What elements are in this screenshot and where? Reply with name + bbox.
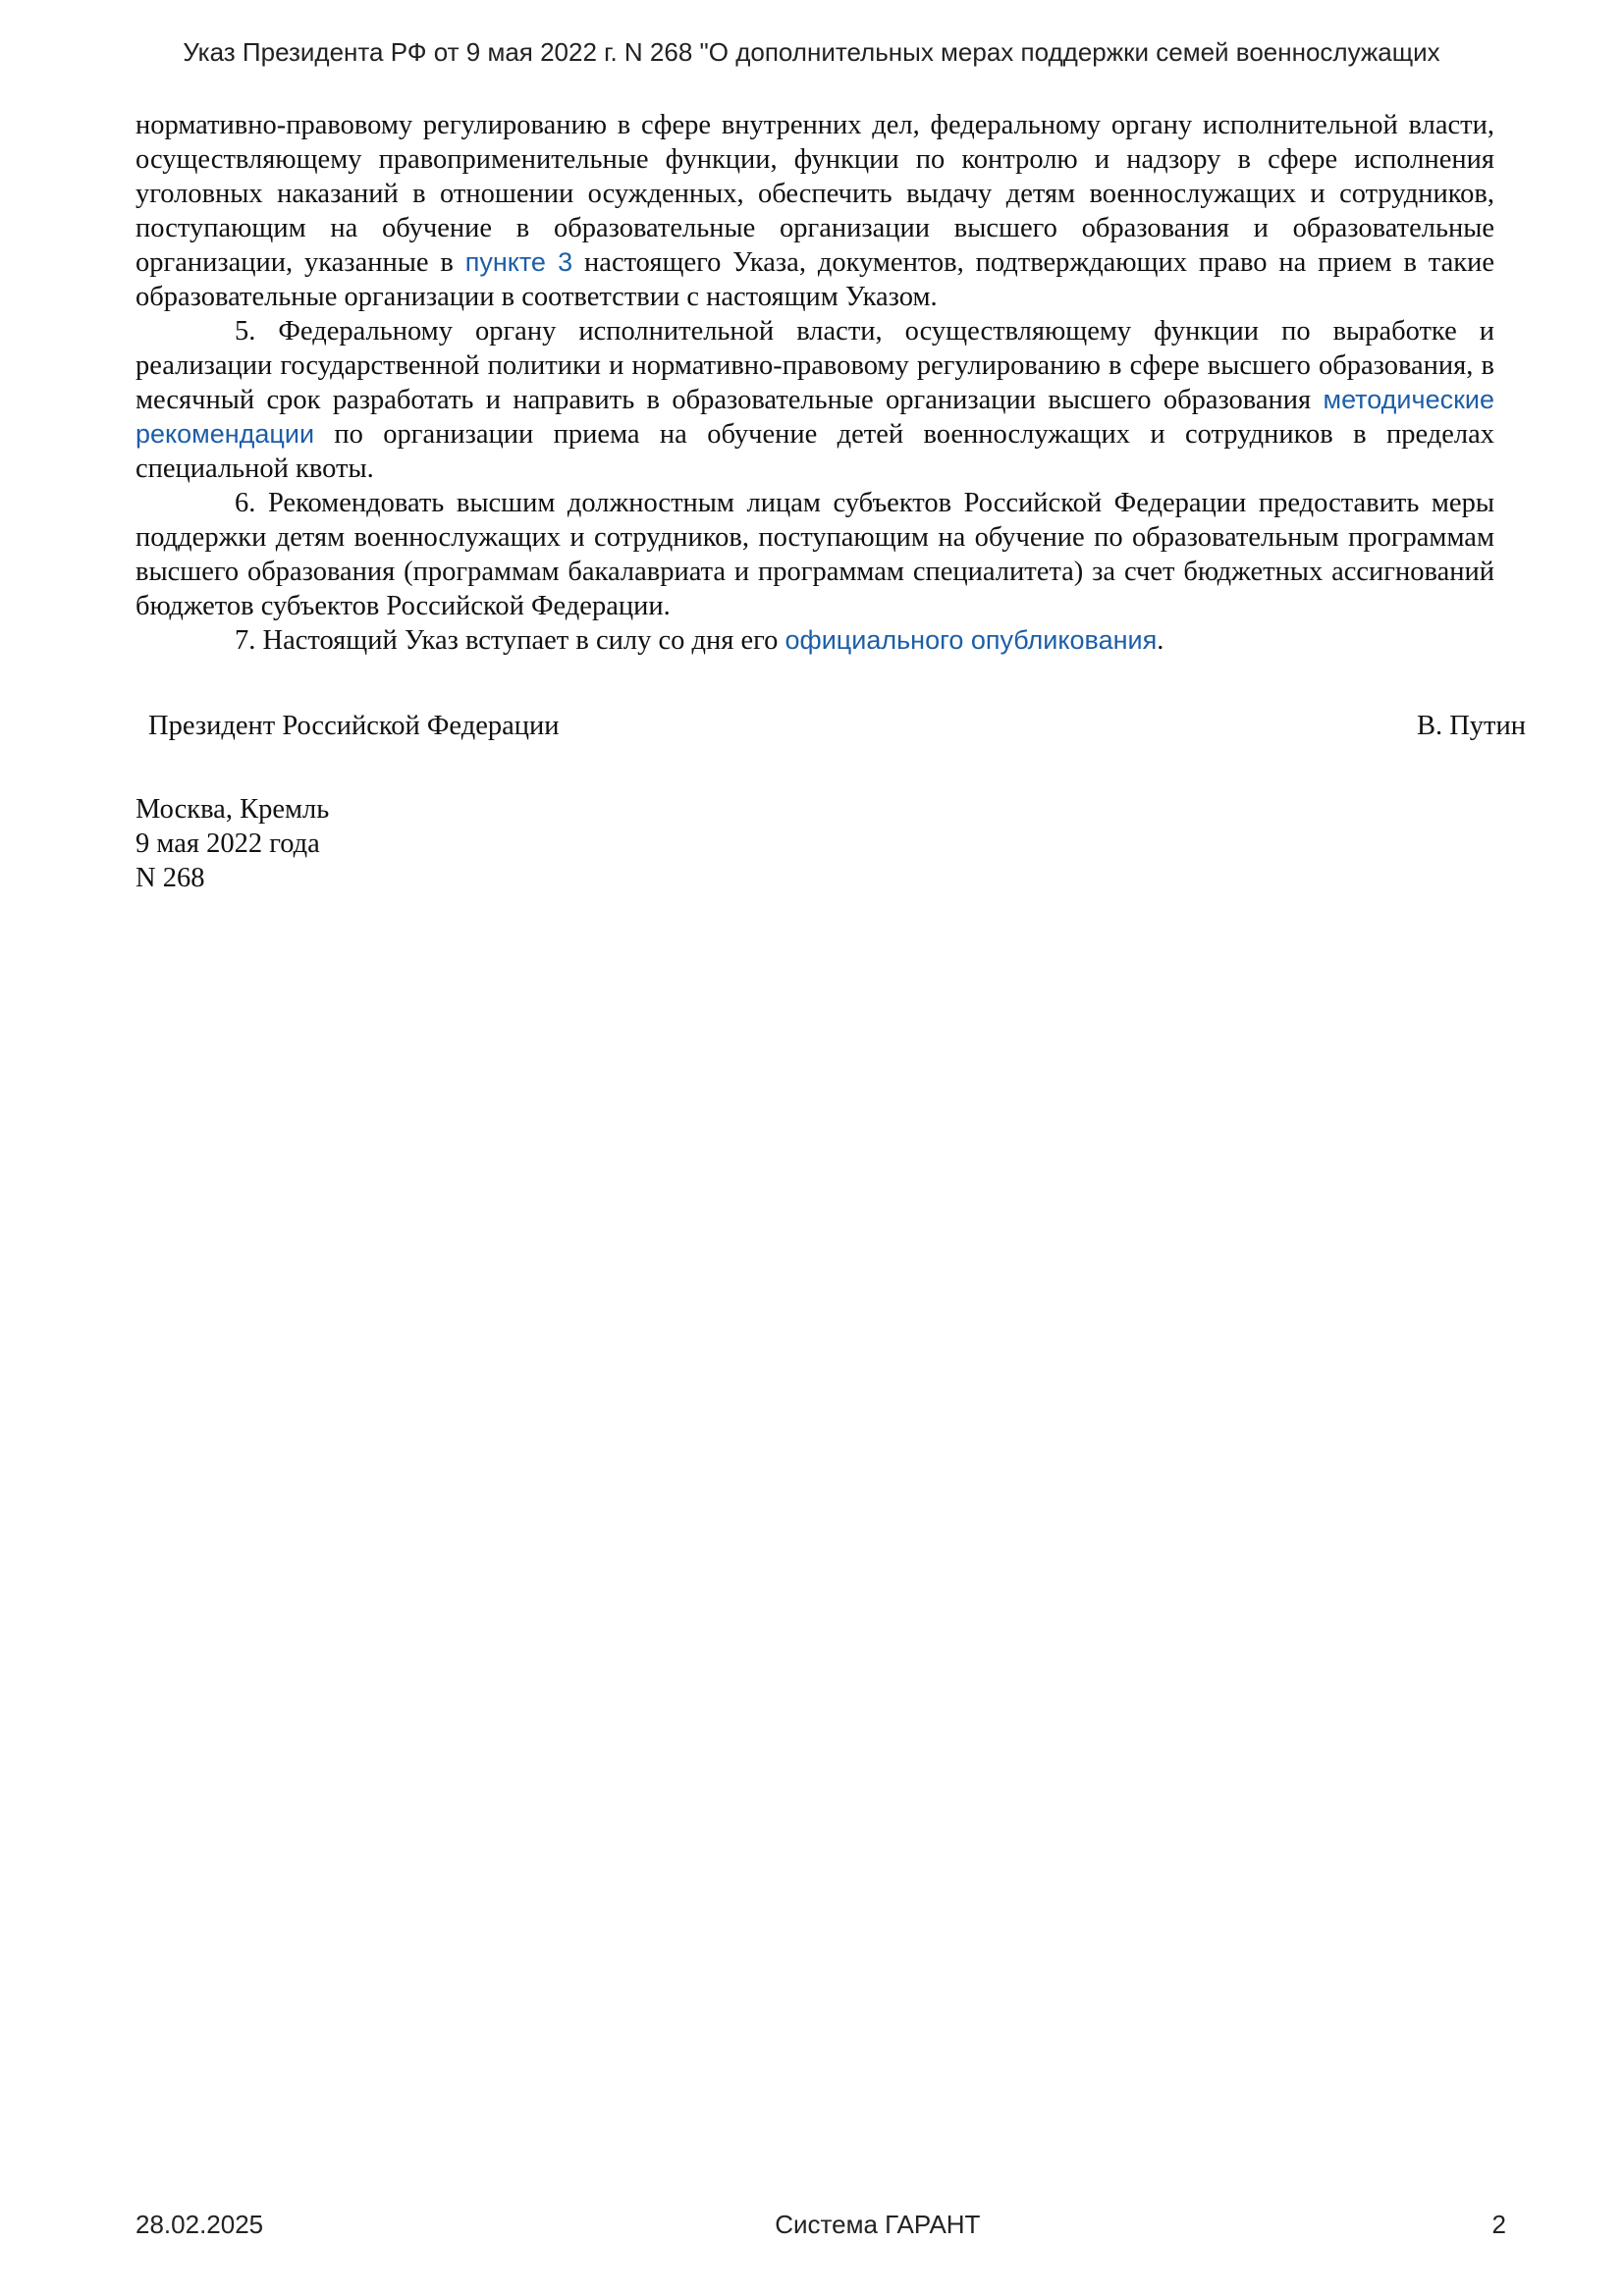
document-body: [135, 108, 1494, 658]
paragraph-4-continuation: [135, 108, 1494, 314]
header-title: Указ Президента РФ от 9 мая 2022 г. N 268 "О дополнительных мерах поддержки семей военнослужащих: [183, 37, 1440, 67]
footer-date: 28.02.2025: [135, 2210, 264, 2239]
paragraph-6: [135, 486, 1494, 623]
footer-system: Система ГАРАНТ: [775, 2210, 981, 2239]
footer-page-number: 2: [1491, 2210, 1506, 2239]
link-item-3[interactable]: пункте 3: [464, 247, 573, 277]
place-date-block: [135, 792, 329, 895]
paragraph-7: [135, 623, 1494, 658]
place-city: Москва, Кремль: [135, 794, 330, 825]
paragraph-text: 5. Федеральному органу исполнительной власти, осуществляющему функции по выработке и реализации государственной политики и нормативно-правовому регулированию в сфере высшего образования, в месячный срок разработать и направить в образовательные организации высшего образования: [135, 316, 1494, 415]
document-date: 9 мая 2022 года: [135, 828, 320, 859]
document-footer: [135, 2210, 1506, 2240]
signature-block: [148, 709, 1526, 743]
paragraph-text: настоящего Указа, документов, подтверждающих право на прием в такие образовательные организации в соответствии с настоящим Указом.: [135, 247, 1494, 312]
paragraph-text: по организации приема на обучение детей военнослужащих и сотрудников в пределах специальной квоты.: [135, 419, 1494, 484]
link-methodical-recommendations[interactable]: методические рекомендации: [135, 385, 1494, 449]
document-number: N 268: [135, 863, 205, 893]
document-header: [0, 37, 1623, 68]
paragraph-text: нормативно-правовому регулированию в сфере внутренних дел, федеральному органу исполнительной власти, осуществляющему правоприменительные функции, функции по контролю и надзору в сфере исполнения уголовных наказаний в отношении осужденных, обеспечить выдачу детям военнослужащих и сотрудников, поступающим на обучение в образовательные организации высшего образования и образовательные организации, указанные в: [135, 110, 1494, 278]
signature-position: Президент Российской Федерации: [148, 711, 560, 741]
paragraph-text: .: [1157, 625, 1164, 656]
paragraph-5: [135, 314, 1494, 486]
paragraph-text: 7. Настоящий Указ вступает в силу со дня его: [235, 625, 785, 656]
paragraph-text: 6. Рекомендовать высшим должностным лицам субъектов Российской Федерации предоставить меры поддержки детям военнослужащих и сотрудников, поступающим на обучение по образовательным программам высшего образования (программам бакалавриата и программам специалитета) за счет бюджетных ассигнований бюджетов субъектов Российской Федерации.: [135, 488, 1494, 621]
signature-name: В. Путин: [1416, 711, 1526, 741]
link-official-publication[interactable]: официального опубликования: [784, 625, 1158, 655]
